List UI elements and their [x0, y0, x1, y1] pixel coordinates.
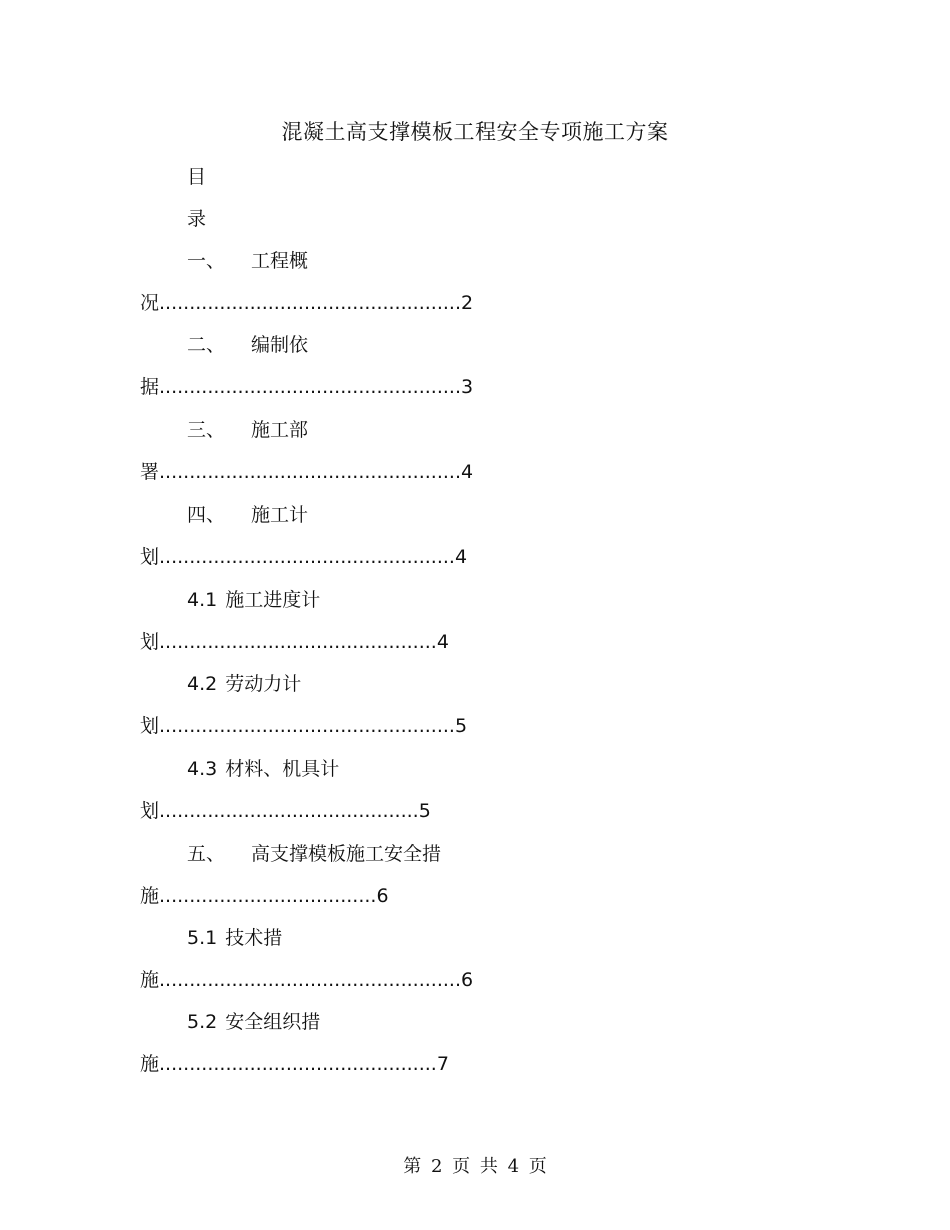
toc-leader-dots: ........................................... — [159, 800, 419, 822]
toc-leader-dots: ................................................. — [159, 546, 455, 568]
toc-entry-2[interactable] — [187, 333, 308, 357]
toc-entry-4-1[interactable] — [187, 588, 320, 612]
toc-leader-dots: .................................................. — [159, 969, 461, 991]
toc-entry-title-cont: 署 — [140, 461, 160, 483]
page-footer: 第 2 页 共 4 页 — [403, 1156, 547, 1177]
toc-entry-4-2[interactable] — [187, 672, 301, 696]
toc-entry-title: 工程概 — [251, 250, 309, 272]
toc-entry-4-cont[interactable] — [140, 545, 467, 569]
toc-entry-number: 4.2 — [187, 673, 218, 695]
toc-entry-5-2-cont[interactable] — [140, 1052, 449, 1076]
toc-page-number: 4 — [436, 631, 449, 653]
document-title: 混凝土高支撑模板工程安全专项施工方案 — [281, 120, 669, 144]
toc-entry-title-cont: 划 — [140, 546, 160, 568]
toc-entry-number: 4.3 — [187, 758, 218, 780]
toc-entry-title: 劳动力计 — [225, 673, 302, 695]
toc-entry-number: 五、 — [187, 843, 226, 865]
toc-entry-3[interactable] — [187, 418, 308, 442]
toc-leader-dots: .................................................. — [159, 461, 461, 483]
toc-entry-number: 4.1 — [187, 589, 218, 611]
toc-page-number: 5 — [454, 715, 468, 737]
toc-entry-5[interactable] — [187, 842, 441, 866]
toc-entry-title-cont: 划 — [140, 800, 160, 822]
toc-page-number: 7 — [436, 1053, 449, 1075]
toc-heading-char-2: 录 — [187, 208, 207, 230]
toc-leader-dots: .................................... — [159, 885, 377, 907]
toc-entry-title: 编制依 — [251, 334, 309, 356]
toc-entry-title: 施工部 — [251, 419, 309, 441]
toc-heading-char-1: 目 — [187, 166, 207, 188]
toc-entry-title: 高支撑模板施工安全措 — [251, 843, 442, 865]
toc-page-number: 5 — [418, 800, 431, 822]
toc-leader-dots: .............................................. — [159, 631, 437, 653]
toc-entry-number: 二、 — [187, 334, 226, 356]
toc-page-number: 6 — [461, 969, 474, 991]
toc-leader-dots: .................................................. — [159, 376, 461, 398]
toc-entry-title: 材料、机具计 — [225, 758, 340, 780]
toc-entry-4[interactable] — [187, 503, 308, 527]
toc-entry-title-cont: 划 — [140, 631, 160, 653]
toc-entry-number: 四、 — [187, 504, 226, 526]
toc-entry-title-cont: 施 — [140, 969, 160, 991]
toc-entry-4-2-cont[interactable] — [140, 714, 467, 738]
toc-entry-5-1[interactable] — [187, 926, 282, 950]
toc-entry-title-cont: 划 — [140, 715, 160, 737]
toc-entry-1[interactable] — [187, 249, 308, 273]
toc-entry-number: 5.2 — [187, 1011, 218, 1033]
toc-page-number: 4 — [454, 546, 468, 568]
toc-entry-number: 三、 — [187, 419, 226, 441]
toc-entry-5-cont[interactable] — [140, 884, 389, 908]
toc-entry-3-cont[interactable] — [140, 460, 473, 484]
toc-leader-dots: ................................................. — [159, 715, 455, 737]
toc-entry-title: 技术措 — [225, 927, 283, 949]
toc-entry-2-cont[interactable] — [140, 375, 473, 399]
toc-page-number: 6 — [376, 885, 389, 907]
toc-entry-5-2[interactable] — [187, 1010, 320, 1034]
toc-entry-title-cont: 据 — [140, 376, 160, 398]
toc-entry-title: 安全组织措 — [225, 1011, 321, 1033]
toc-page-number: 2 — [461, 292, 474, 314]
toc-entry-1-cont[interactable] — [140, 291, 473, 315]
toc-entry-title-cont: 况 — [140, 292, 160, 314]
toc-entry-title-cont: 施 — [140, 1053, 160, 1075]
toc-entry-number: 5.1 — [187, 927, 218, 949]
toc-leader-dots: .................................................. — [159, 292, 461, 314]
toc-entry-4-1-cont[interactable] — [140, 630, 449, 654]
toc-entry-title-cont: 施 — [140, 885, 160, 907]
toc-page-number: 4 — [461, 461, 474, 483]
toc-page-number: 3 — [461, 376, 474, 398]
toc-entry-5-1-cont[interactable] — [140, 968, 473, 992]
toc-entry-title: 施工计 — [251, 504, 309, 526]
toc-entry-4-3[interactable] — [187, 757, 339, 781]
toc-leader-dots: .............................................. — [159, 1053, 437, 1075]
toc-entry-4-3-cont[interactable] — [140, 799, 431, 823]
toc-entry-title: 施工进度计 — [225, 589, 321, 611]
toc-entry-number: 一、 — [187, 250, 226, 272]
